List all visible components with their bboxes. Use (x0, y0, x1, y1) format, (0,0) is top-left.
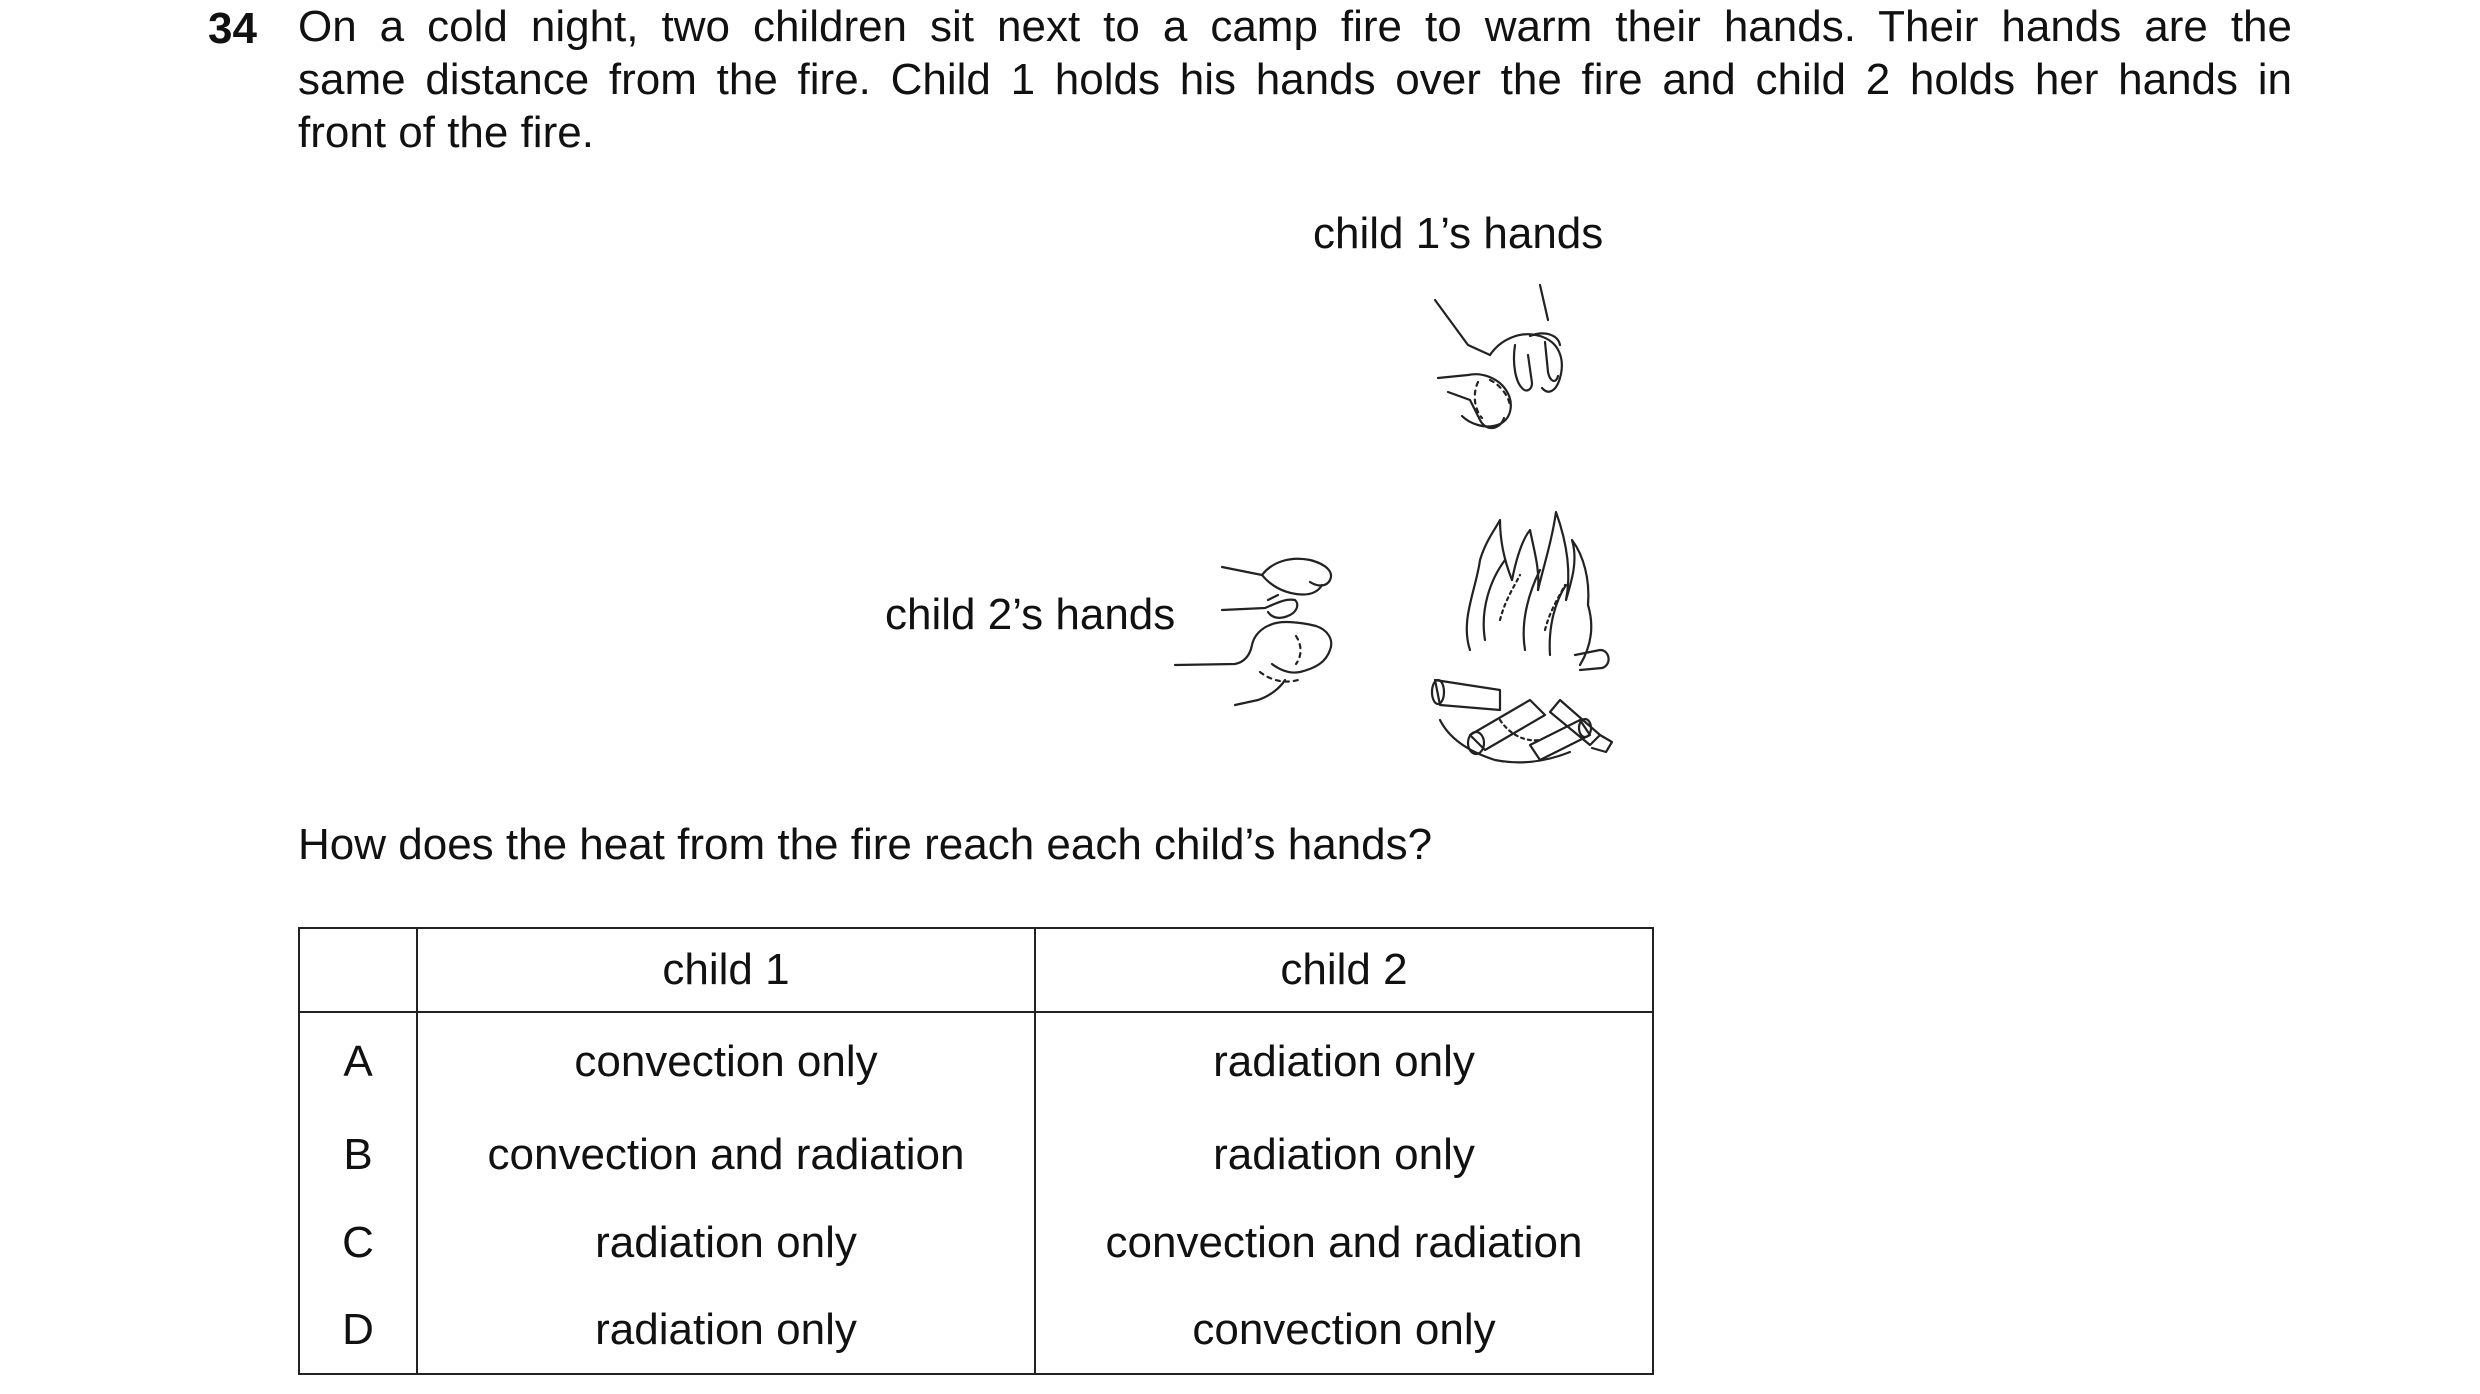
option-child2: radiation only (1035, 1111, 1653, 1199)
question-number: 34 (208, 4, 257, 53)
option-letter: C (299, 1199, 417, 1287)
option-child2: radiation only (1035, 1012, 1653, 1111)
option-letter: D (299, 1287, 417, 1374)
table-header-child1: child 1 (417, 928, 1035, 1012)
table-row (299, 1287, 1653, 1374)
campfire-icon (1432, 512, 1612, 762)
table-row (299, 1012, 1653, 1111)
table-row (299, 1199, 1653, 1287)
option-child1: convection and radiation (417, 1111, 1035, 1199)
stem-line: On a cold night, two children sit next to a camp fire to warm their hands. Their hands are the (298, 2, 2292, 51)
option-letter: B (299, 1111, 417, 1199)
question-stem (298, 0, 2292, 159)
option-child2: convection and radiation (1035, 1199, 1653, 1287)
campfire-figure (1150, 270, 1670, 780)
stem-line: same distance from the fire. Child 1 holds his hands over the fire and child 2 holds her hands in (298, 55, 2292, 104)
option-letter: A (299, 1012, 417, 1111)
table-header-blank (299, 928, 417, 1012)
child1-hands-label: child 1’s hands (1313, 209, 1604, 258)
options-table (298, 927, 1654, 1375)
table-header-child2: child 2 (1035, 928, 1653, 1012)
stem-line: front of the fire. (298, 108, 594, 157)
option-child2: convection only (1035, 1287, 1653, 1374)
hands-over-fire-icon (1435, 285, 1562, 428)
option-child1: convection only (417, 1012, 1035, 1111)
question-prompt: How does the heat from the fire reach each child’s hands? (298, 820, 1433, 869)
table-row (299, 1111, 1653, 1199)
option-child1: radiation only (417, 1199, 1035, 1287)
table-header-row (299, 928, 1653, 1012)
hands-in-front-icon (1175, 559, 1331, 705)
child2-hands-label: child 2’s hands (885, 590, 1176, 639)
option-child1: radiation only (417, 1287, 1035, 1374)
